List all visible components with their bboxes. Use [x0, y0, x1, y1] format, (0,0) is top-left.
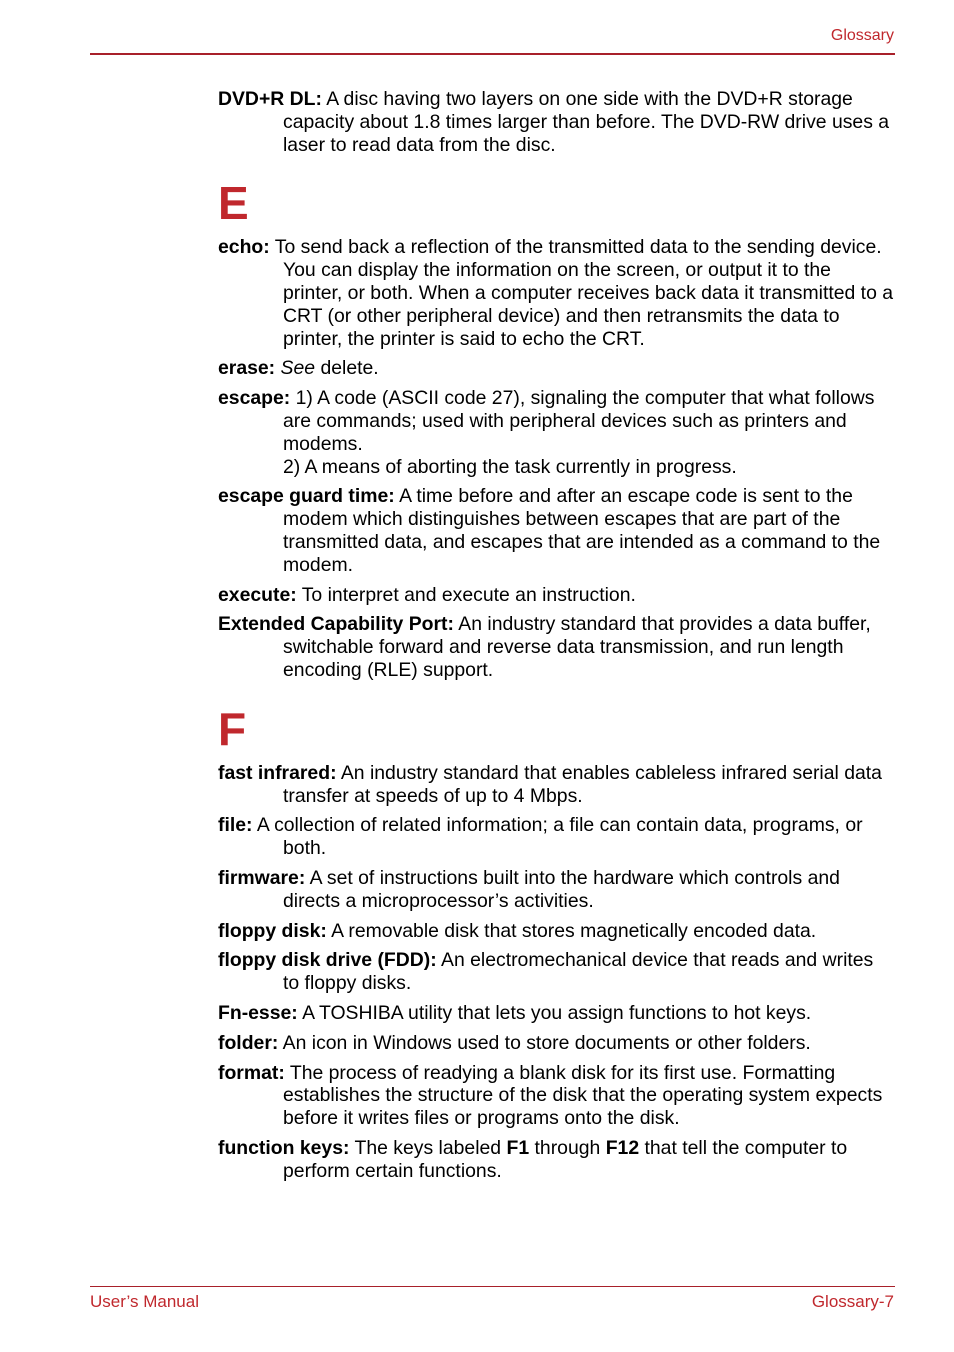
definition: A collection of related information; a file can contain data, programs, or both.: [256, 814, 863, 860]
glossary-entry-floppy-disk: [218, 920, 894, 943]
glossary-entry-folder: [218, 1032, 894, 1055]
term: floppy disk:: [218, 919, 327, 942]
definition-b: through: [534, 1136, 601, 1159]
definition: An electromechanical device that reads and writes to floppy disks.: [283, 949, 874, 995]
term: Extended Capability Port:: [218, 613, 454, 636]
term: Fn-esse:: [218, 1001, 298, 1024]
page-header-title: Glossary: [830, 27, 894, 44]
definition: To send back a reflection of the transmitted data to the sending device. You can display the information on the screen, or output it to the printer, or both. When a computer receives back data it transmitted to a CRT (or other peripheral device) and then retransmits the data to printer, the printer is said to echo the CRT.: [274, 236, 894, 350]
term: function keys:: [218, 1136, 350, 1159]
glossary-entry-fast-infrared: [218, 762, 894, 808]
section-letter-f: F: [218, 702, 247, 755]
definition: An icon in Windows used to store documents or other folders.: [282, 1031, 811, 1054]
glossary-entry-escape: [218, 387, 894, 478]
glossary-entry-dvd-r-dl: [218, 88, 894, 156]
definition: A TOSHIBA utility that lets you assign functions to hot keys.: [302, 1001, 812, 1024]
glossary-entry-function-keys: [218, 1137, 894, 1183]
definition: A disc having two layers on one side with the DVD+R storage capacity about 1.8 times larger than before. The DVD-RW drive uses a laser to read data from the disc.: [283, 88, 890, 156]
definition-a: The keys labeled: [354, 1136, 502, 1159]
glossary-entry-execute: [218, 584, 894, 607]
see-reference: See: [280, 357, 316, 380]
term: erase:: [218, 357, 276, 380]
glossary-entry-file: [218, 814, 894, 860]
definition: An industry standard that enables cableless infrared serial data transfer at speeds of up to 4 Mbps.: [283, 761, 882, 807]
term: firmware:: [218, 866, 306, 889]
footer-rule: [90, 1286, 895, 1287]
glossary-entry-erase: [218, 357, 894, 380]
definition: A time before and after an escape code is sent to the modem which distinguishes between escapes that are part of the transmitted data, and escapes that are intended as a command to the modem.: [283, 485, 881, 576]
glossary-entry-extended-capability-port: [218, 613, 894, 681]
term: folder:: [218, 1031, 279, 1054]
glossary-entry-escape-guard-time: [218, 485, 894, 576]
term: escape:: [218, 387, 291, 410]
definition: An industry standard that provides a data buffer, switchable forward and reverse data transmission, and run length encoding (RLE) support.: [283, 613, 871, 681]
term: DVD+R DL:: [218, 88, 322, 110]
definition: A removable disk that stores magnetically encoded data.: [331, 919, 817, 942]
footer-manual-title: User’s Manual: [90, 1292, 199, 1311]
term: fast infrared:: [218, 761, 337, 784]
section-letter-e: E: [218, 177, 249, 230]
term: execute:: [218, 583, 297, 606]
glossary-entry-floppy-disk-drive: [218, 949, 894, 995]
glossary-content: [218, 88, 894, 1189]
key-f12: F12: [605, 1136, 640, 1159]
glossary-entry-fn-esse: [218, 1002, 894, 1025]
glossary-entry-echo: [218, 236, 894, 350]
definition: 1) A code (ASCII code 27), signaling the computer that what follows are commands; used with peripheral devices such as printers and modems.: [283, 387, 875, 455]
term: escape guard time:: [218, 485, 395, 508]
definition: The process of readying a blank disk for its first use. Formatting establishes the structure of the disk that the operating system expects before it writes files or programs onto the disk.: [283, 1061, 883, 1130]
term: file:: [218, 814, 253, 837]
term: format:: [218, 1061, 285, 1084]
glossary-entry-format: [218, 1062, 894, 1130]
definition-c: that tell the computer to perform certain functions.: [283, 1136, 848, 1182]
key-f1: F1: [506, 1136, 530, 1159]
definition: A set of instructions built into the hardware which controls and directs a microprocessor’s activities.: [283, 866, 840, 912]
definition: delete.: [320, 357, 379, 380]
term: floppy disk drive (FDD):: [218, 949, 437, 972]
footer-page-number: Glossary-7: [811, 1292, 894, 1311]
header-rule: [90, 53, 895, 55]
definition: To interpret and execute an instruction.: [301, 583, 636, 606]
definition-part-2: 2) A means of aborting the task currently in progress.: [283, 455, 737, 478]
glossary-entry-firmware: [218, 867, 894, 913]
term: echo:: [218, 236, 270, 259]
